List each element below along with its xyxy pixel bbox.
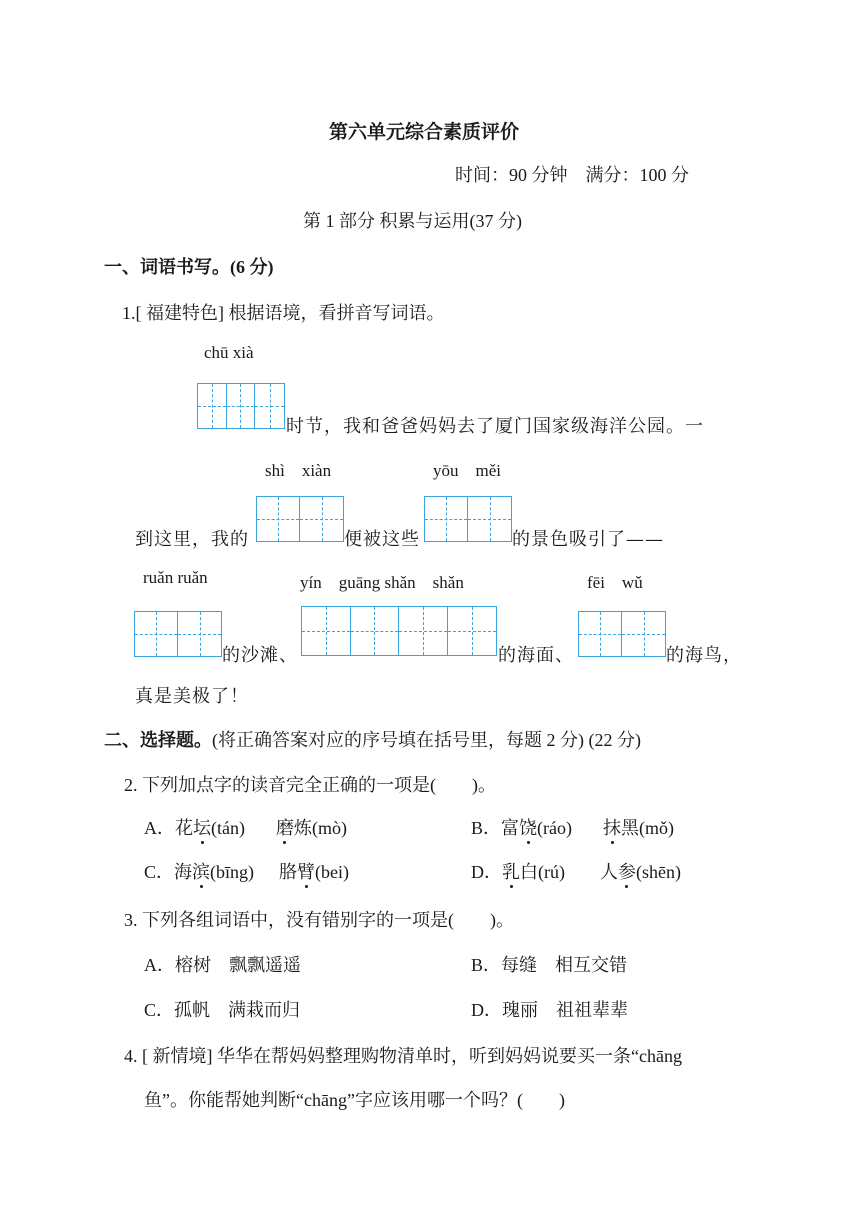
option-label: B． — [471, 818, 502, 838]
option-char: 炼 — [293, 818, 312, 838]
q2-option-d[interactable] — [471, 858, 681, 884]
dotted-char: 滨 — [192, 858, 210, 884]
pinyin-you-mei: yōu měi — [433, 461, 501, 480]
grid-cell[interactable] — [257, 497, 300, 541]
pinyin-ruan-ruan: ruǎn ruǎn — [143, 568, 208, 587]
option-char: 人 — [599, 862, 618, 882]
grid-cell[interactable] — [399, 607, 448, 655]
option-char: 富 — [501, 818, 520, 838]
q3-option-a[interactable]: A．榕树 飘飘遥遥 — [144, 955, 301, 975]
passage-line-2b: 便被这些 — [344, 529, 420, 550]
grid-cell[interactable] — [468, 497, 511, 541]
option-pinyin: (mǒ) — [639, 818, 674, 838]
option-pinyin: (shēn) — [635, 862, 681, 882]
writing-grid-5[interactable] — [301, 606, 497, 656]
passage-line-1: 时节，我和爸爸妈妈去了厦门国家级海洋公园。一 — [286, 416, 704, 437]
dotted-char: 坛 — [193, 814, 211, 840]
passage-line-4: 真是美极了！ — [135, 686, 249, 707]
passage-line-3c: 的海鸟， — [666, 645, 742, 666]
option-pinyin: (bīng) — [210, 862, 255, 882]
question-1-number: 1.[ — [122, 303, 142, 323]
grid-cell[interactable] — [227, 384, 256, 428]
option-label: D． — [471, 862, 502, 882]
option-char: 花 — [175, 818, 193, 838]
passage-line-3b: 的海面、 — [498, 645, 574, 666]
q2-option-a[interactable] — [144, 814, 347, 840]
section-one-heading: 一、词语书写。(6 分) — [104, 257, 274, 277]
option-pinyin: (ráo) — [537, 818, 572, 838]
writing-grid-6[interactable] — [578, 611, 666, 657]
pinyin-chu-xia: chū xià — [204, 343, 254, 362]
grid-cell[interactable] — [255, 384, 284, 428]
section-two-note: (将正确答案对应的序号填在括号里，每题 2 分) (22 分) — [212, 730, 641, 750]
option-pinyin: (rú) — [538, 862, 565, 882]
section-two-title: 二、选择题。 — [104, 730, 212, 750]
passage-line-3a: 的沙滩、 — [222, 645, 298, 666]
q3-option-c[interactable]: C．孤帆 满栽而归 — [144, 1000, 301, 1020]
question-2-stem: 2. 下列加点字的读音完全正确的一项是( )。 — [124, 775, 496, 795]
q2-option-b[interactable] — [471, 814, 674, 840]
option-label: C． — [144, 862, 175, 882]
question-1-text: 根据语境，看拼音写词语。 — [228, 303, 445, 323]
pinyin-shi-xian: shì xiàn — [265, 461, 332, 480]
q3-option-b[interactable]: B．每缝 相互交错 — [471, 955, 628, 975]
option-label: A． — [144, 818, 175, 838]
q2-option-c[interactable] — [144, 858, 349, 884]
question-1-tag-close: ] — [218, 303, 224, 323]
grid-cell[interactable] — [198, 384, 227, 428]
grid-cell[interactable] — [178, 612, 221, 656]
grid-cell[interactable] — [425, 497, 468, 541]
question-3-stem: 3. 下列各组词语中，没有错别字的一项是( )。 — [124, 910, 514, 930]
grid-cell[interactable] — [135, 612, 178, 656]
option-pinyin: (tán) — [211, 818, 245, 838]
grid-cell[interactable] — [448, 607, 497, 655]
writing-grid-3[interactable] — [424, 496, 512, 542]
dotted-char: 饶 — [519, 814, 537, 840]
dotted-char: 乳 — [502, 858, 520, 884]
passage-line-2c: 的景色吸引了—— — [512, 529, 664, 550]
question-1-stem — [122, 299, 445, 325]
grid-cell[interactable] — [351, 607, 400, 655]
grid-cell[interactable] — [622, 612, 665, 656]
time-score-info: 时间：90 分钟 满分：100 分 — [455, 165, 689, 185]
grid-cell[interactable] — [300, 497, 343, 541]
dotted-char: 磨 — [276, 814, 294, 840]
dotted-char: 臂 — [297, 858, 315, 884]
option-char: 黑 — [621, 818, 639, 838]
pinyin-yin-guang-shan-shan: yín guāng shǎn shǎn — [300, 573, 464, 592]
option-char: 胳 — [279, 862, 298, 882]
pinyin-fei-wu: fēi wǔ — [587, 573, 643, 592]
option-char: 海 — [174, 862, 193, 882]
question-4-line-1: 4. [ 新情境] 华华在帮妈妈整理购物清单时，听到妈妈说要买一条“chāng — [124, 1046, 682, 1066]
question-1-tag: 福建特色 — [146, 303, 218, 323]
part-heading: 第 1 部分 积累与运用(37 分) — [303, 211, 522, 231]
option-pinyin: (mò) — [311, 818, 347, 838]
writing-grid-2[interactable] — [256, 496, 344, 542]
question-4-line-2: 鱼”。你能帮她判断“chāng”字应该用哪一个吗？( ) — [144, 1090, 565, 1110]
grid-cell[interactable] — [302, 607, 351, 655]
dotted-char: 抹 — [603, 814, 621, 840]
writing-grid-4[interactable] — [134, 611, 222, 657]
dotted-char: 参 — [618, 858, 636, 884]
option-pinyin: (bei) — [315, 862, 349, 882]
passage-line-2a: 到这里，我的 — [135, 529, 249, 550]
page-title: 第六单元综合素质评价 — [329, 122, 520, 143]
section-two-heading — [104, 726, 641, 752]
grid-cell[interactable] — [579, 612, 622, 656]
q3-option-d[interactable]: D．瑰丽 祖祖辈辈 — [471, 1000, 628, 1020]
writing-grid-1[interactable] — [197, 383, 285, 429]
option-char: 白 — [520, 862, 538, 882]
